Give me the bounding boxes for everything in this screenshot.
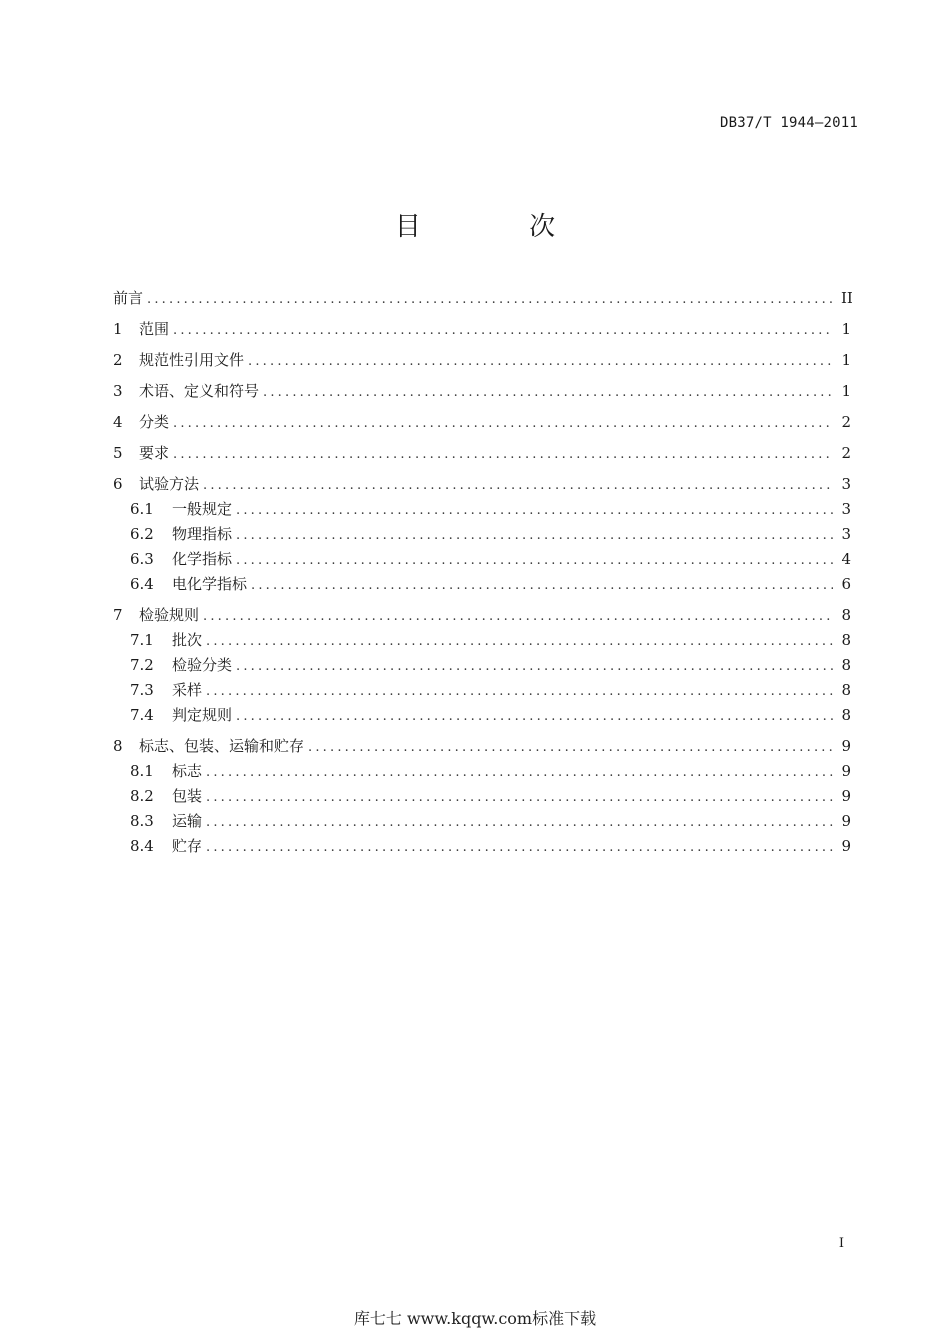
toc-entry-number: 7.3 xyxy=(130,681,154,699)
toc-entry[interactable] xyxy=(113,286,851,311)
toc-leader-dots xyxy=(206,629,833,654)
toc-entry-label: 分类 xyxy=(139,413,170,431)
toc-entry[interactable] xyxy=(113,628,851,653)
toc-leader-dots xyxy=(236,548,833,573)
toc-entry-label: 采样 xyxy=(172,681,203,699)
toc-entry-page: 2 xyxy=(841,444,851,462)
toc-entry[interactable] xyxy=(113,809,851,834)
toc-entry-label: 运输 xyxy=(172,812,203,830)
toc-entry[interactable] xyxy=(113,653,851,678)
toc-entry-page: 9 xyxy=(841,787,851,805)
toc-entry-label: 范围 xyxy=(139,320,170,338)
toc-entry[interactable] xyxy=(113,348,851,373)
toc-entry-number: 6.2 xyxy=(130,525,154,543)
toc-entry[interactable] xyxy=(113,441,851,466)
toc-leader-dots xyxy=(248,349,833,374)
toc-entry-number: 4 xyxy=(113,413,123,431)
toc-leader-dots xyxy=(308,735,833,760)
toc-leader-dots xyxy=(206,810,833,835)
toc-entry-number: 8.4 xyxy=(130,837,154,855)
doc-code: DB37/T 1944—2011 xyxy=(719,115,858,131)
toc-entry-page: 3 xyxy=(841,500,851,518)
toc-entry-page: 9 xyxy=(841,812,851,830)
toc-entry[interactable] xyxy=(113,572,851,597)
toc-entry-page: 1 xyxy=(841,382,851,400)
toc-entry[interactable] xyxy=(113,759,851,784)
toc-leader-dots xyxy=(203,473,833,498)
toc-entry-number: 2 xyxy=(113,351,123,369)
toc-entry[interactable] xyxy=(113,472,851,497)
toc-entry[interactable] xyxy=(113,703,851,728)
toc-entry-label: 前言 xyxy=(113,289,144,307)
toc-entry-page: 3 xyxy=(841,525,851,543)
toc-entry[interactable] xyxy=(113,522,851,547)
page-number: I xyxy=(838,1236,844,1251)
toc-entry-number: 5 xyxy=(113,444,123,462)
toc-entry-page: 2 xyxy=(841,413,851,431)
toc-entry-page: 9 xyxy=(841,837,851,855)
toc-entry-label: 标志、包装、运输和贮存 xyxy=(139,737,305,755)
toc-entry-page: 6 xyxy=(841,575,851,593)
toc-entry[interactable] xyxy=(113,834,851,859)
toc-entry[interactable] xyxy=(113,603,851,628)
toc-entry-page: 8 xyxy=(841,706,851,724)
toc-leader-dots xyxy=(173,442,833,467)
watermark: 库七七 www.kqqw.com标准下载 xyxy=(353,1309,597,1328)
toc-entry-number: 6 xyxy=(113,475,123,493)
toc-entry-page: 1 xyxy=(841,351,851,369)
toc-entry-page: 8 xyxy=(841,606,851,624)
toc-entry-label: 判定规则 xyxy=(172,706,233,724)
toc-entry[interactable] xyxy=(113,734,851,759)
toc-entry-label: 批次 xyxy=(172,631,203,649)
toc-entry-label: 检验分类 xyxy=(172,656,233,674)
toc-entry-page: 1 xyxy=(841,320,851,338)
toc-entry-label: 一般规定 xyxy=(172,500,233,518)
toc-title: 目 次 xyxy=(394,212,606,242)
toc-entry-label: 化学指标 xyxy=(172,550,233,568)
toc-entry[interactable] xyxy=(113,497,851,522)
toc-leader-dots xyxy=(147,287,833,312)
toc-entry-number: 8.1 xyxy=(130,762,154,780)
toc-entry-page: 9 xyxy=(841,762,851,780)
toc-entry-number: 7.4 xyxy=(130,706,154,724)
toc-entry-number: 7 xyxy=(113,606,123,624)
toc-entry-label: 贮存 xyxy=(172,837,203,855)
toc-leader-dots xyxy=(236,498,833,523)
toc-entry-page: 3 xyxy=(841,475,851,493)
toc-leader-dots xyxy=(173,318,833,343)
toc-entry-label: 电化学指标 xyxy=(172,575,248,593)
toc-leader-dots xyxy=(203,604,833,629)
toc-leader-dots xyxy=(236,654,833,679)
toc-entry-page: 8 xyxy=(841,631,851,649)
toc-leader-dots xyxy=(173,411,833,436)
toc-entry[interactable] xyxy=(113,678,851,703)
toc-leader-dots xyxy=(206,785,833,810)
toc-leader-dots xyxy=(206,760,833,785)
toc-entry-number: 6.3 xyxy=(130,550,154,568)
toc-entry-number: 8.2 xyxy=(130,787,154,805)
toc-entry-page: 8 xyxy=(841,681,851,699)
toc-leader-dots xyxy=(206,835,833,860)
toc-entry[interactable] xyxy=(113,410,851,435)
toc-entry-number: 7.1 xyxy=(130,631,154,649)
toc-leader-dots xyxy=(206,679,833,704)
toc-entry-page: 8 xyxy=(841,656,851,674)
toc-list xyxy=(113,286,851,859)
toc-entry-label: 标志 xyxy=(172,762,203,780)
toc-entry-label: 试验方法 xyxy=(139,475,200,493)
toc-leader-dots xyxy=(251,573,833,598)
toc-leader-dots xyxy=(263,380,833,405)
toc-entry-label: 要求 xyxy=(139,444,170,462)
toc-entry-label: 物理指标 xyxy=(172,525,233,543)
toc-entry-label: 检验规则 xyxy=(139,606,200,624)
toc-entry[interactable] xyxy=(113,317,851,342)
toc-entry-number: 1 xyxy=(113,320,123,338)
toc-entry-number: 7.2 xyxy=(130,656,154,674)
toc-leader-dots xyxy=(236,523,833,548)
toc-entry-page: II xyxy=(841,289,853,307)
toc-entry-label: 包装 xyxy=(172,787,203,805)
toc-entry[interactable] xyxy=(113,379,851,404)
toc-entry-page: 9 xyxy=(841,737,851,755)
toc-entry-number: 8.3 xyxy=(130,812,154,830)
toc-entry-number: 8 xyxy=(113,737,123,755)
toc-entry-number: 6.1 xyxy=(130,500,154,518)
toc-entry[interactable] xyxy=(113,547,851,572)
toc-leader-dots xyxy=(236,704,833,729)
toc-entry[interactable] xyxy=(113,784,851,809)
toc-entry-number: 3 xyxy=(113,382,123,400)
toc-entry-label: 术语、定义和符号 xyxy=(139,382,260,400)
toc-entry-number: 6.4 xyxy=(130,575,154,593)
toc-entry-page: 4 xyxy=(841,550,851,568)
toc-entry-label: 规范性引用文件 xyxy=(139,351,245,369)
